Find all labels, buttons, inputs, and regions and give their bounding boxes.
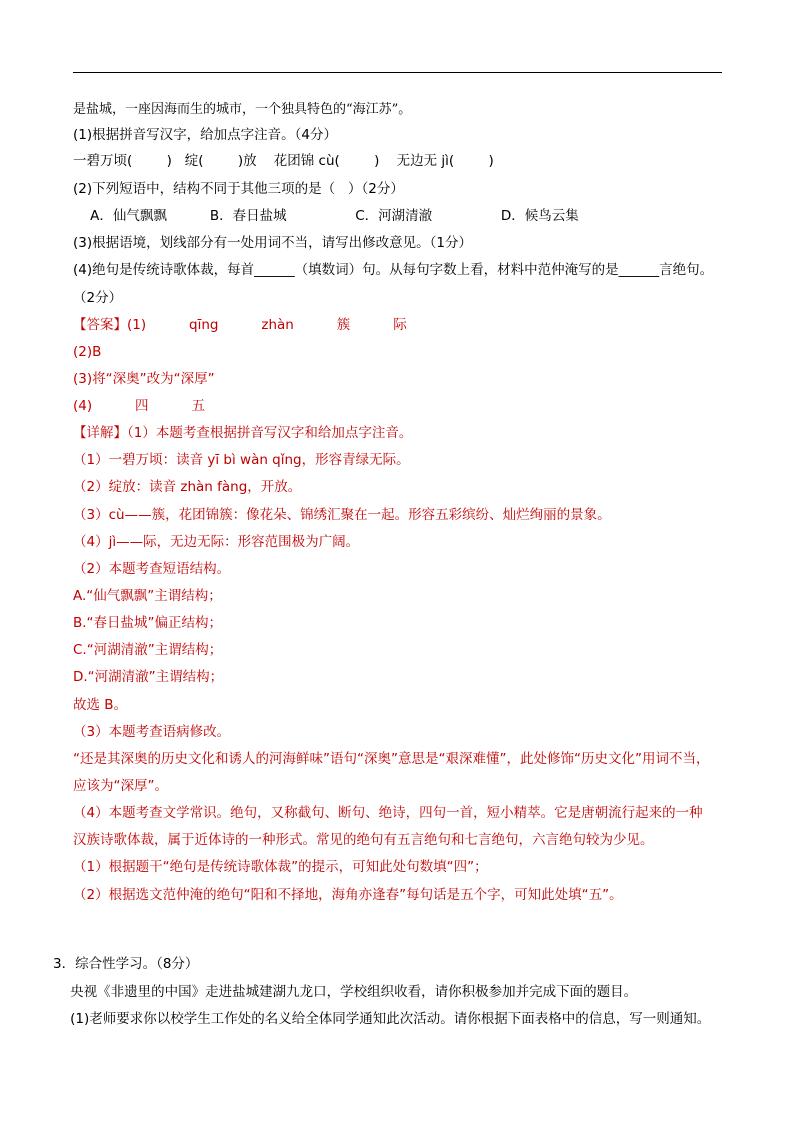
question-3-task: (1)老师要求你以校学生工作处的名义给全体同学通知此次活动。请你根据下面表格中的信息，写一则通知。 bbox=[53, 1011, 711, 1027]
detail-line: （4）jì——际，无边无际：形容范围极为广阔。 bbox=[73, 534, 360, 550]
answer-3: (3)将“深奥”改为“深厚” bbox=[73, 371, 215, 387]
detail-line: 应该为“深厚”。 bbox=[73, 778, 168, 794]
detail-line: 汉族诗歌体裁，属于近体诗的一种形式。常见的绝句有五言绝句和七言绝句，六言绝句较为少见。 bbox=[73, 832, 654, 848]
header-rule bbox=[73, 72, 722, 73]
detail-head: （1）本题考查根据拼音写汉字和给加点字注音。 bbox=[127, 425, 413, 441]
detail-line: 故选 B。 bbox=[73, 697, 128, 713]
answer-4: (4) 四 五 bbox=[73, 398, 205, 414]
detail-line: B.“春日盐城”偏正结构； bbox=[73, 615, 223, 631]
detail-line: “还是其深奥的历史文化和诱人的河海鲜味”语句“深奥”意思是“艰深难懂”，此处修饰“历史文化”用词不当， bbox=[73, 751, 710, 767]
detail-line: （2）绽放：读音 zhàn fàng，开放。 bbox=[73, 479, 302, 495]
question-1-items: 一碧万顷( ) 绽( )放 花团锦 cù( ) 无边无 jì( ) bbox=[73, 153, 494, 169]
detail-line: C.“河湖清澈”主谓结构； bbox=[73, 642, 223, 658]
answer-1: (1) qīng zhàn 簇 际 bbox=[127, 317, 407, 333]
question-4: (4)绝句是传统诗歌体裁，每首______（填数词）句。从每句字数上看，材料中范仲淹写的是______言绝句。 bbox=[73, 262, 714, 278]
text-line: 是盐城，一座因海而生的城市，一个独具特色的“海江苏”。 bbox=[73, 102, 412, 117]
question-2-options: A．仙气飘飘 B．春日盐城 C．河湖清澈 D．候鸟云集 bbox=[73, 208, 579, 224]
detail-head-line bbox=[73, 424, 412, 442]
question-2: (2)下列短语中，结构不同于其他三项的是（ ）（2分） bbox=[73, 181, 404, 197]
detail-line: （2）本题考查短语结构。 bbox=[73, 561, 231, 577]
question-3-intro: 央视《非遗里的中国》走进盐城建湖九龙口，学校组织收看，请你积极参加并完成下面的题目。 bbox=[53, 984, 638, 1000]
question-3-title: 3．综合性学习。（8分） bbox=[53, 956, 199, 972]
detail-line: D.“河湖清澈”主谓结构； bbox=[73, 669, 224, 685]
answer-line-1 bbox=[73, 316, 407, 334]
detail-label: 【详解】 bbox=[73, 425, 127, 441]
detail-line: （1）根据题干“绝句是传统诗歌体裁”的提示，可知此处句数填“四”； bbox=[73, 859, 488, 875]
question-3: (3)根据语境，划线部分有一处用词不当，请写出修改意见。（1分） bbox=[73, 235, 472, 251]
detail-line: （4）本题考查文学常识。绝句，又称截句、断句、绝诗，四句一首，短小精萃。它是唐朝流行起来的一种 bbox=[73, 805, 703, 821]
detail-line: （3）本题考查语病修改。 bbox=[73, 724, 231, 740]
detail-line: A.“仙气飘飘”主谓结构； bbox=[73, 588, 222, 604]
question-1: (1)根据拼音写汉字，给加点字注音。（4分） bbox=[73, 127, 337, 143]
detail-line: （1）一碧万顷：读音 yī bì wàn qǐng，形容青绿无际。 bbox=[73, 452, 410, 468]
question-4-score: （2分） bbox=[73, 290, 123, 306]
answer-label: 【答案】 bbox=[73, 317, 127, 333]
answer-2: (2)B bbox=[73, 344, 102, 360]
detail-line: （3）cù——簇，花团锦簇：像花朵、锦绣汇聚在一起。形容五彩缤纷、灿烂绚丽的景象。 bbox=[73, 507, 611, 523]
detail-line: （2）根据选文范仲淹的绝句“阳和不择地，海角亦逢春”每句话是五个字，可知此处填“五”。 bbox=[73, 887, 623, 903]
